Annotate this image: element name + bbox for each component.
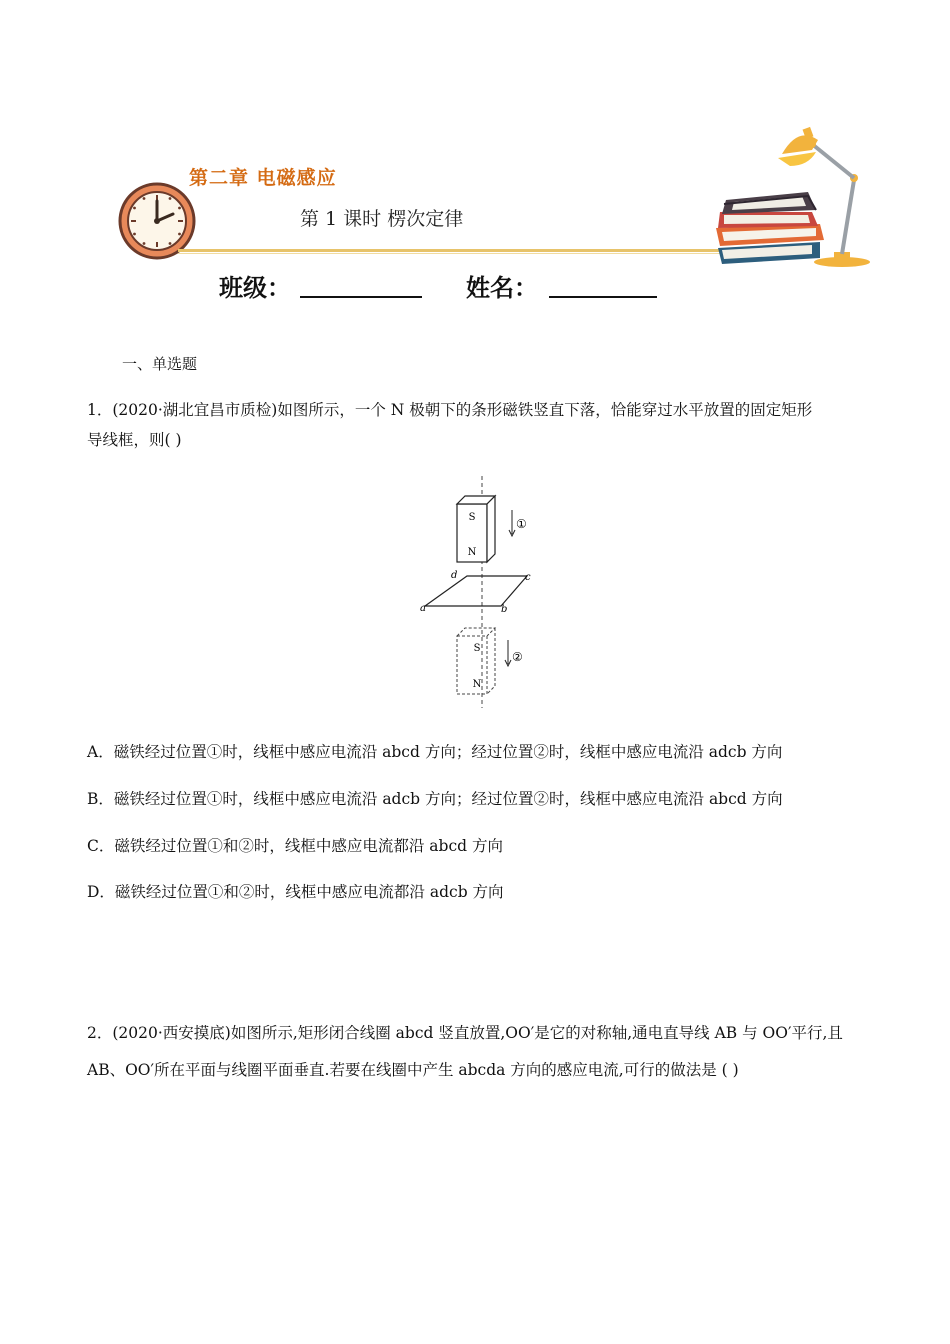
- books-and-lamp-illustration: [712, 120, 882, 270]
- magnet-frame-figure: [415, 472, 545, 712]
- bottom-magnet-n: N: [472, 679, 482, 690]
- corner-a: a: [420, 603, 426, 614]
- corner-c: c: [525, 572, 531, 583]
- question-2-line-1: 2．(2020·西安摸底)如图所示,矩形闭合线圈 abcd 竖直放置,OO′是它的对称轴,通电直导线 AB 与 OO′平行,且: [87, 1024, 843, 1042]
- question-1-line-2: 导线框，则( ): [87, 431, 182, 449]
- class-field[interactable]: [300, 270, 422, 298]
- option-b[interactable]: B．磁铁经过位置①时，线框中感应电流沿 adcb 方向；经过位置②时，线框中感应电流沿 abcd 方向: [87, 790, 783, 808]
- corner-b: b: [501, 604, 508, 615]
- position-2-mark: ②: [512, 650, 523, 664]
- option-d[interactable]: D．磁铁经过位置①和②时，线框中感应电流都沿 adcb 方向: [87, 883, 504, 901]
- section-title: 一、单选题: [122, 355, 198, 373]
- corner-d: d: [451, 570, 458, 581]
- header-divider: [178, 249, 738, 252]
- question-2-line-2: AB、OO′所在平面与线圈平面垂直.若要在线圈中产生 abcda 方向的感应电流,可行的做法是 ( ): [87, 1061, 739, 1079]
- top-magnet-s: S: [468, 512, 476, 523]
- name-field[interactable]: [549, 270, 657, 298]
- position-1-mark: ①: [516, 517, 527, 531]
- header-divider-thin: [178, 253, 738, 254]
- name-label: 姓名：: [466, 273, 538, 302]
- lesson-title: 第 1 课时 楞次定律: [300, 208, 464, 230]
- option-a[interactable]: A．磁铁经过位置①时，线框中感应电流沿 abcd 方向；经过位置②时，线框中感应电流沿 adcb 方向: [87, 743, 783, 761]
- class-label: 班级：: [219, 273, 291, 302]
- chapter-title: 第二章 电磁感应: [189, 167, 337, 189]
- top-magnet-n: N: [467, 547, 477, 558]
- wire-frame: [425, 576, 527, 606]
- option-c[interactable]: C．磁铁经过位置①和②时，线框中感应电流都沿 abcd 方向: [87, 837, 503, 855]
- bottom-magnet-s: S: [473, 643, 481, 654]
- question-1-line-1: 1．(2020·湖北宜昌市质检)如图所示，一个 N 极朝下的条形磁铁竖直下落，恰能穿过水平放置的固定矩形: [87, 401, 813, 419]
